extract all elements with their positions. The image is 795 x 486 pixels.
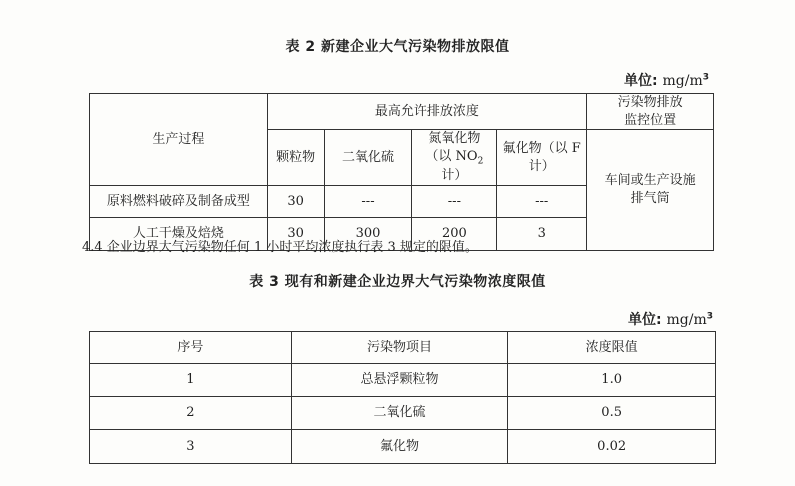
table2-row2-val2: 300: [324, 217, 412, 250]
table3-header-index: 序号: [90, 332, 292, 364]
table2-header-process: 生产过程: [90, 94, 268, 186]
table2-col-fluoride: [497, 130, 587, 186]
table2-col-so2: 二氧化硫: [324, 130, 412, 186]
table2: [89, 93, 714, 251]
table2-col-nox-line1: 氮氧化物: [428, 131, 481, 147]
table3-row2-item: 二氧化硫: [291, 397, 508, 430]
table3-title: 表 3 现有和新建企业边界大气污染物浓度限值: [249, 274, 546, 290]
table2-header-monitor-line2: 监控位置: [624, 112, 677, 128]
table3-unit: [628, 309, 713, 329]
table2-col-fluoride-line1: 氟化物（以 F: [502, 140, 581, 156]
table3-row3-index: 3: [90, 430, 292, 464]
table2-monitor-value-line2: 排气筒: [630, 191, 670, 206]
table2-unit: [624, 70, 709, 90]
table3-row3-limit: 0.02: [508, 430, 716, 464]
table2-unit-sup: 3: [702, 72, 709, 83]
table3-unit-sup: 3: [706, 311, 713, 322]
table3-unit-value: mg/m: [666, 312, 707, 328]
table2-row1-val1: 30: [267, 185, 324, 217]
table3-unit-label: 单位:: [628, 312, 662, 328]
table3-header-item: 污染物项目: [291, 332, 508, 364]
table2-col-nox-line2: [412, 148, 496, 185]
table2-header-monitor-line1: 污染物排放: [617, 95, 683, 110]
table2-col-nox-sub: 2: [477, 156, 484, 167]
paragraph-4-4: 4.4 企业边界大气污染物任何 1 小时平均浓度执行表 3 规定的限值。: [82, 240, 478, 255]
table2-unit-value: mg/m: [662, 73, 703, 89]
table2-col-fluoride-line2: 计）: [528, 158, 555, 174]
table2-row1-process: 原料燃料破碎及制备成型: [90, 185, 268, 217]
table3-row1-index: 1: [90, 364, 292, 397]
table2-row2-val4: 3: [497, 217, 587, 250]
table2-header-max-conc: 最高允许排放浓度: [267, 94, 587, 130]
table2-col-nox: [412, 130, 497, 186]
table3-row1-limit: 1.0: [508, 364, 716, 397]
table3-header-limit: 浓度限值: [508, 332, 716, 364]
table2-col-nox-post: 计）: [441, 168, 468, 184]
table2-unit-label: 单位:: [624, 73, 658, 89]
table2-row2-val1: 30: [267, 217, 324, 250]
table2-col-particulate: 颗粒物: [267, 130, 324, 186]
table2-col-nox-pre: （以 NO: [425, 148, 478, 164]
table-row: [90, 364, 716, 397]
table2-title: 表 2 新建企业大气污染物排放限值: [285, 39, 510, 55]
table2-header-monitor: [587, 94, 714, 130]
table2-row2-val3: 200: [412, 217, 497, 250]
table3-row1-item: 总悬浮颗粒物: [291, 364, 508, 397]
table3: [89, 331, 716, 464]
table2-monitor-value-line1: 车间或生产设施: [604, 173, 696, 189]
table3-row2-index: 2: [90, 397, 292, 430]
table3-row2-limit: 0.5: [508, 397, 716, 430]
table-row: [90, 430, 716, 464]
table2-monitor-value: [587, 130, 714, 251]
table-row: [90, 397, 716, 430]
table2-row1-val4: ---: [497, 185, 587, 217]
table3-row3-item: 氟化物: [291, 430, 508, 464]
table2-row1-val2: ---: [324, 185, 412, 217]
table2-row2-process: 人工干燥及焙烧: [90, 217, 268, 250]
table2-row1-val3: ---: [412, 185, 497, 217]
